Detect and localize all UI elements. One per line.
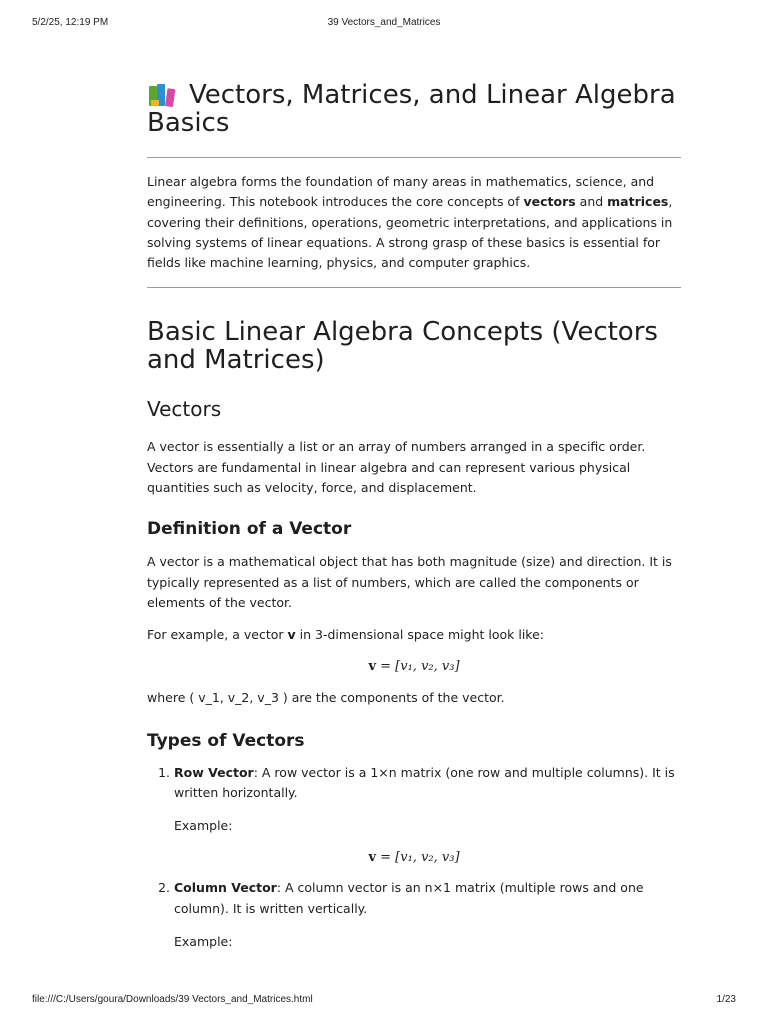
print-datetime: 5/2/25, 12:19 PM (32, 17, 109, 28)
list-item (174, 763, 681, 868)
row-vector-example-label: Example: (174, 818, 233, 834)
column-vector-text: : A column vector is an n×1 matrix (multiple rows and one column). It is written vertically. (174, 880, 644, 916)
types-list (147, 763, 681, 952)
example-bold-v: v (287, 627, 296, 643)
intro-text-2: and (575, 194, 608, 210)
definition-paragraph: A vector is a mathematical object that has both magnitude (size) and direction. It is typically represented as a list of numbers, which are called the components or elements of the vector. (147, 554, 672, 610)
vectors-heading: Vectors (147, 397, 222, 422)
row-equation-rhs: = [v₁, v₂, v₃] (380, 850, 460, 866)
equation-lhs: v (368, 658, 377, 674)
row-vector-label: Row Vector (174, 764, 254, 780)
intro-paragraph (147, 172, 681, 273)
books-icon (147, 80, 177, 106)
equation-rhs: = [v₁, v₂, v₃] (380, 658, 460, 674)
print-doc-title: 39 Vectors_and_Matrices (327, 17, 441, 28)
divider (147, 157, 681, 158)
list-item (174, 878, 681, 952)
row-vector-equation (147, 849, 681, 867)
column-vector-label: Column Vector (174, 880, 277, 896)
page-title-text: Vectors, Matrices, and Linear Algebra Basics (147, 80, 676, 138)
print-page-number: 1/23 (716, 994, 736, 1005)
row-vector-text: : A row vector is a 1×n matrix (one row and multiple columns). It is written horizontally. (174, 764, 675, 801)
column-vector-example-label: Example: (174, 934, 233, 950)
print-header (32, 17, 736, 31)
intro-bold-vectors: vectors (523, 194, 576, 210)
intro-bold-matrices: matrices (607, 194, 669, 210)
divider (147, 287, 681, 288)
example-paragraph (147, 625, 681, 645)
example-text-post: in 3-dimensional space might look like: (295, 627, 544, 643)
vectors-paragraph: A vector is essentially a list or an array of numbers arranged in a specific order. Vectors are fundamental in linear algebra and can represent various physical quantities such as velocity, force, and displacement. (147, 439, 646, 496)
row-equation-lhs: v (368, 850, 377, 866)
example-text-pre: For example, a vector (147, 627, 288, 643)
print-file-path: file:///C:/Users/goura/Downloads/39 Vectors_and_Matrices.html (32, 994, 313, 1005)
where-paragraph: where ( v_1, v_2, v_3 ) are the components of the vector. (147, 689, 505, 705)
print-footer (32, 994, 736, 1008)
intro-text-3: , covering their definitions, operations, geometric interpretations, and applications in solving systems of linear equations. A strong grasp of these basics is essential for fields like machine learning, physics, and computer graphics. (147, 194, 673, 271)
document-body (147, 78, 681, 952)
definition-heading: Definition of a Vector (147, 519, 352, 540)
vector-equation (147, 658, 681, 676)
page-title (147, 80, 681, 137)
intro-text-1: Linear algebra forms the foundation of many areas in mathematics, science, and engineering. This notebook introduces the core concepts of (147, 174, 655, 210)
section-heading: Basic Linear Algebra Concepts (Vectors and Matrices) (147, 317, 658, 376)
types-heading: Types of Vectors (147, 730, 305, 751)
